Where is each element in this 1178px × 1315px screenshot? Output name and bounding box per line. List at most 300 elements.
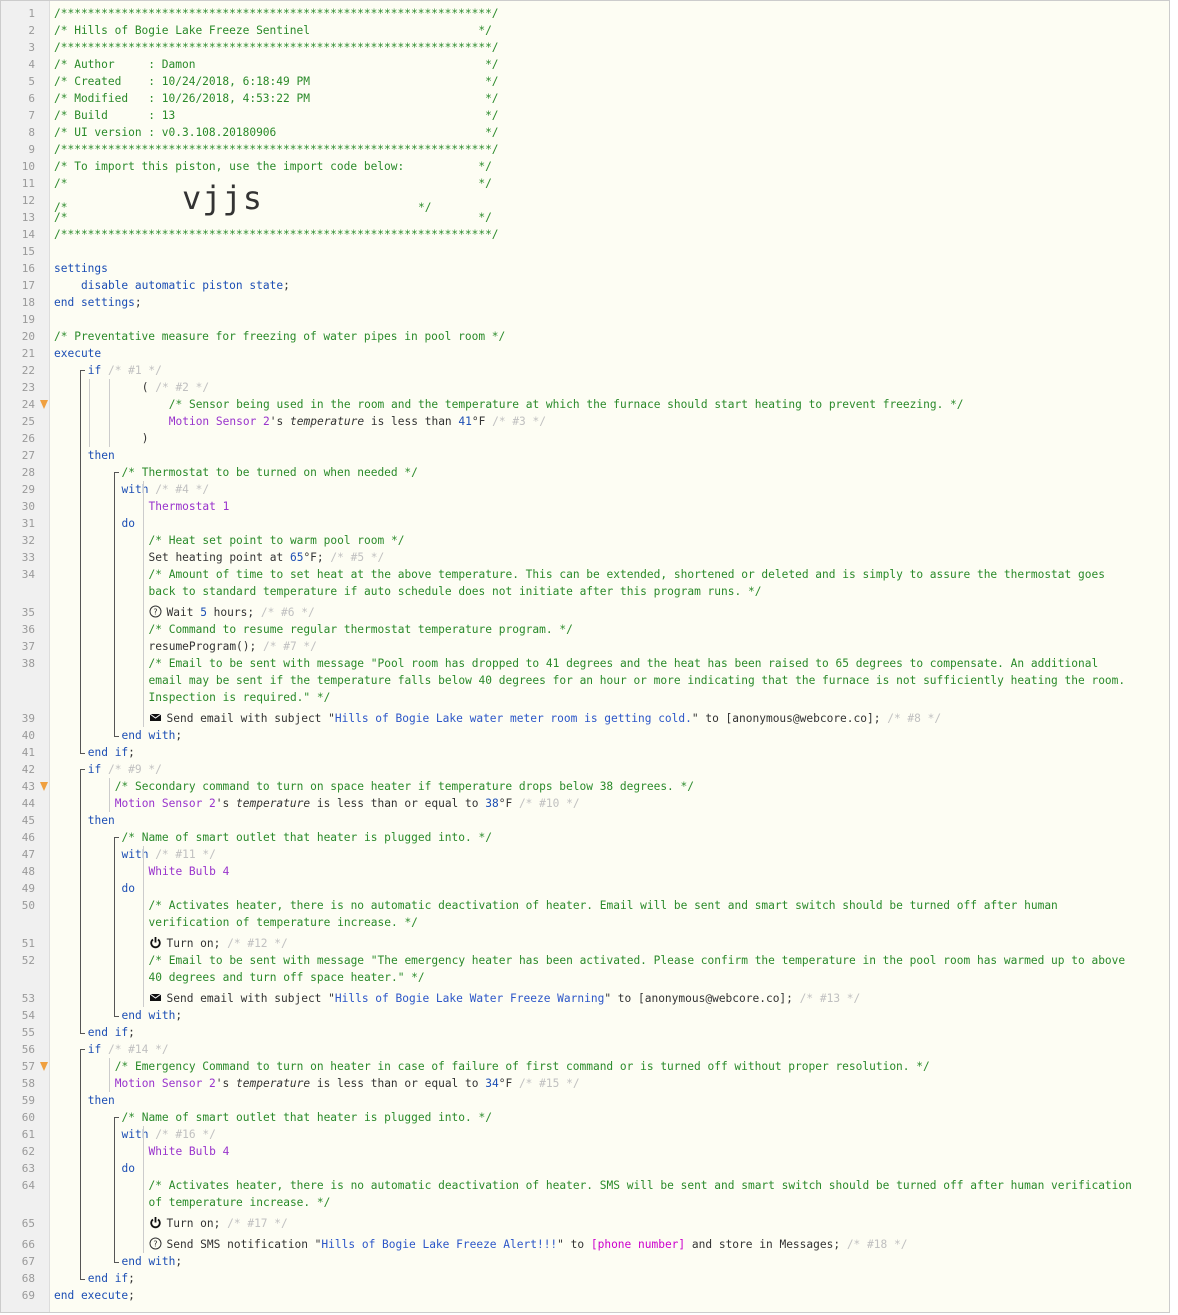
code-token: /* Name of smart outlet that heater is plugged into. */ [121, 831, 492, 844]
code-content [149, 566, 1134, 600]
code-content [54, 124, 1151, 141]
code-content [122, 846, 1152, 863]
svg-text:?: ? [152, 607, 158, 617]
code-content [149, 621, 1152, 638]
code-token: Set heating point at [148, 551, 290, 564]
code-line [1, 73, 1169, 90]
code-content [149, 604, 1152, 621]
code-line [1, 621, 1169, 638]
code-line [1, 532, 1169, 549]
code-content [54, 107, 1151, 124]
code-line [1, 744, 1169, 761]
code-token: /* Amount of time to set heat at the above temperature. This can be extended, shortened or deleted and is simply to assure the thermostat goes back to standard temperature if auto schedule does not initiate after this program runs. */ [148, 568, 1112, 598]
code-token: Motion Sensor 2 [114, 797, 216, 810]
code-content [122, 880, 1152, 897]
line-number: 50 [21, 899, 35, 912]
line-number: 4 [28, 58, 35, 71]
code-token: 's [269, 415, 291, 428]
code-content [149, 1143, 1152, 1160]
line-number: 66 [21, 1238, 35, 1251]
code-line [1, 209, 1169, 226]
line-number: 42 [21, 763, 35, 776]
code-content [149, 952, 1134, 986]
indent-guide [109, 1058, 110, 1092]
code-content [122, 515, 1152, 532]
code-token: with [121, 1128, 156, 1141]
line-number: 40 [21, 729, 35, 742]
code-token: do [121, 517, 135, 530]
code-token: /* #16 */ [155, 1128, 216, 1141]
line-number: 22 [21, 364, 35, 377]
code-token: */ [263, 201, 432, 214]
line-number: 43 [21, 780, 35, 793]
code-content [122, 464, 1152, 481]
code-content [88, 1041, 1151, 1058]
code-content [88, 812, 1151, 829]
code-content [54, 1287, 1151, 1304]
code-token: ; [175, 1255, 183, 1268]
code-token: if [87, 1043, 108, 1056]
code-token: °F [498, 1077, 519, 1090]
code-content [169, 396, 1151, 413]
code-content [149, 498, 1152, 515]
power-icon [149, 936, 162, 949]
code-content [115, 795, 1151, 812]
envelope-icon [149, 991, 162, 1004]
code-content [54, 22, 1151, 39]
code-content [81, 277, 1151, 294]
line-number: 25 [21, 415, 35, 428]
code-line [1, 226, 1169, 243]
line-number: 49 [21, 882, 35, 895]
code-line [1, 1007, 1169, 1024]
code-token: end settings [54, 296, 135, 309]
code-token: /* #11 */ [155, 848, 216, 861]
code-line [1, 311, 1169, 328]
code-content [142, 430, 1151, 447]
code-line [1, 1236, 1169, 1253]
line-number: 58 [21, 1077, 35, 1090]
line-number: 8 [28, 126, 35, 139]
code-token: /* #14 */ [107, 1043, 169, 1056]
code-token: /* Modified : 10/26/2018, 4:53:22 PM */ [54, 92, 499, 105]
code-token: ; [128, 1272, 135, 1285]
code-token: /* Hills of Bogie Lake Freeze Sentinel */ [54, 24, 492, 37]
code-token: /* Thermostat to be turned on when needed */ [121, 466, 418, 479]
code-content [149, 990, 1152, 1007]
code-token: Send email with subject " [166, 712, 335, 725]
warning-icon[interactable] [40, 400, 48, 409]
code-content [169, 413, 1151, 430]
code-line [1, 1287, 1169, 1304]
code-line [1, 1109, 1169, 1126]
code-content [149, 532, 1152, 549]
indent-guide [109, 379, 110, 447]
code-line [1, 90, 1169, 107]
code-content [54, 328, 1151, 345]
code-content [88, 447, 1151, 464]
code-token: Motion Sensor 2 [114, 1077, 216, 1090]
code-line [1, 260, 1169, 277]
code-token: Hills of Bogie Lake Freeze Alert!!! [321, 1238, 558, 1251]
code-content [149, 549, 1152, 566]
code-line [1, 141, 1169, 158]
code-token: /* Secondary command to turn on space heater if temperature drops below 38 degrees. */ [114, 780, 694, 793]
line-number: 27 [21, 449, 35, 462]
line-number: 47 [21, 848, 35, 861]
code-token: and store in Messages; [685, 1238, 847, 1251]
code-token: /****************************************************************/ [54, 41, 499, 54]
block-bracket [114, 837, 119, 1017]
line-number: 32 [21, 534, 35, 547]
line-number: 44 [21, 797, 35, 810]
line-number: 18 [21, 296, 35, 309]
code-line [1, 107, 1169, 124]
code-line [1, 56, 1169, 73]
code-content [54, 260, 1151, 277]
code-content [54, 141, 1151, 158]
code-token: /****************************************************************/ [54, 7, 499, 20]
code-token: /* Email to be sent with message "Pool room has dropped to 41 degrees and the heat has been raised to 65 degrees to compensate. An additional email may be sent if the temperature falls below 40 degrees for an hour or more indicating that the furnace is not sufficiently heating the room. Inspection is required." */ [148, 657, 1132, 704]
code-token: end if [87, 1272, 129, 1285]
code-token: /* Activates heater, there is no automatic deactivation of heater. Email will be sent and smart switch should be turned off after human verification of temperature increase. */ [148, 899, 1065, 929]
line-number: 6 [28, 92, 35, 105]
code-token: ; [283, 279, 290, 292]
code-token: /* Heat set point to warm pool room */ [148, 534, 405, 547]
code-token: do [121, 1162, 135, 1175]
code-token: /* */ [54, 177, 492, 190]
code-line [1, 952, 1169, 986]
code-line [1, 897, 1169, 931]
code-content [54, 226, 1151, 243]
warning-icon[interactable] [40, 1062, 48, 1071]
code-token: Hills of Bogie Lake Water Freeze Warning [334, 992, 605, 1005]
line-number: 10 [21, 160, 35, 173]
code-token: °F [471, 415, 493, 428]
code-token: /* #18 */ [846, 1238, 908, 1251]
code-token: /* #13 */ [799, 992, 861, 1005]
envelope-icon [149, 711, 162, 724]
code-content [149, 1215, 1152, 1232]
code-token: /* #2 */ [155, 381, 210, 394]
line-number: 67 [21, 1255, 35, 1268]
code-line [1, 1041, 1169, 1058]
line-number: 37 [21, 640, 35, 653]
code-token: /* */ [54, 211, 492, 224]
line-number: 2 [28, 24, 35, 37]
code-token: /* #8 */ [887, 712, 942, 725]
line-number: 45 [21, 814, 35, 827]
code-token: Thermostat 1 [148, 500, 230, 513]
code-token: /* Emergency Command to turn on heater in case of failure of first command or is turned off without proper resolution. */ [114, 1060, 930, 1073]
clock-icon [149, 605, 162, 618]
code-token: /* #5 */ [330, 551, 385, 564]
line-number: 30 [21, 500, 35, 513]
code-line [1, 1075, 1169, 1092]
code-content [88, 1024, 1151, 1041]
code-line [1, 549, 1169, 566]
code-content [54, 73, 1151, 90]
code-token: ; [128, 1026, 135, 1039]
code-content [149, 897, 1134, 931]
code-token: 38 [485, 797, 499, 810]
code-line [1, 5, 1169, 22]
code-content [149, 1236, 1152, 1253]
code-line [1, 1270, 1169, 1287]
code-line [1, 379, 1169, 396]
block-bracket [114, 1117, 119, 1263]
code-token: ; [134, 296, 142, 309]
line-number: 11 [21, 177, 35, 190]
line-number: 38 [21, 657, 35, 670]
code-line [1, 1253, 1169, 1270]
code-content [142, 379, 1151, 396]
code-content [54, 56, 1151, 73]
line-number: 24 [21, 398, 35, 411]
code-line [1, 396, 1169, 413]
code-line [1, 829, 1169, 846]
code-content [149, 710, 1152, 727]
code-token: /* Command to resume regular thermostat temperature program. */ [148, 623, 573, 636]
svg-text:?: ? [152, 1239, 158, 1249]
code-content [122, 1253, 1152, 1270]
code-line [1, 935, 1169, 952]
code-content [54, 158, 1151, 175]
code-line [1, 498, 1169, 515]
code-line [1, 761, 1169, 778]
code-content [122, 1126, 1152, 1143]
code-token: 5 [200, 606, 207, 619]
code-token: Send email with subject " [166, 992, 335, 1005]
code-content [148, 1177, 1139, 1211]
line-number: 9 [28, 143, 35, 156]
code-token: " to [anonymous@webcore.co]; [691, 712, 888, 725]
code-content [54, 90, 1151, 107]
code-content [88, 1270, 1151, 1287]
code-token: if [87, 364, 108, 377]
code-token: Send SMS notification " [166, 1238, 322, 1251]
line-number: 68 [21, 1272, 35, 1285]
line-number: 36 [21, 623, 35, 636]
code-token: /* Sensor being used in the room and the temperature at which the furnace should start heating to prevent freezing. */ [168, 398, 964, 411]
line-number: 46 [21, 831, 35, 844]
line-number: 63 [21, 1162, 35, 1175]
code-line [1, 604, 1169, 621]
code-line [1, 175, 1169, 192]
code-token: 65 [289, 551, 304, 564]
code-token: ; [175, 1009, 183, 1022]
code-content [54, 209, 1151, 226]
code-token: is less than or equal to [310, 797, 486, 810]
code-token: end execute [54, 1289, 129, 1302]
line-number: 39 [21, 712, 35, 725]
code-token: /* UI version : v0.3.108.20180906 */ [54, 126, 499, 139]
code-token: /* #6 */ [260, 606, 315, 619]
code-token: resumeProgram(); [148, 640, 264, 653]
code-line [1, 1177, 1169, 1211]
code-token: 34 [485, 1077, 499, 1090]
line-number: 52 [21, 954, 35, 967]
line-number: 7 [28, 109, 35, 122]
code-token: end if [87, 746, 129, 759]
code-token: ; [128, 1289, 135, 1302]
clock-icon [149, 1237, 162, 1250]
line-number: 34 [21, 568, 35, 581]
code-content [88, 744, 1151, 761]
block-bracket [114, 472, 119, 737]
line-number: 28 [21, 466, 35, 479]
line-number: 51 [21, 937, 35, 950]
code-token: /* #7 */ [263, 640, 317, 653]
code-token: " to [anonymous@webcore.co]; [604, 992, 800, 1005]
code-content [122, 829, 1152, 846]
code-line [1, 846, 1169, 863]
code-token: Hills of Bogie Lake water meter room is getting cold. [334, 712, 692, 725]
code-token: /* To import this piston, use the import code below: */ [54, 160, 492, 173]
code-line [1, 1143, 1169, 1160]
code-content [122, 727, 1152, 744]
code-line [1, 1160, 1169, 1177]
code-token: with [121, 483, 156, 496]
code-token: if [87, 763, 108, 776]
code-line [1, 795, 1169, 812]
line-number: 41 [21, 746, 35, 759]
line-number: 33 [21, 551, 35, 564]
line-number: 1 [28, 7, 35, 20]
code-content [122, 1160, 1152, 1177]
code-token: end with [121, 729, 176, 742]
code-line [1, 812, 1169, 829]
code-token: " to [557, 1238, 591, 1251]
code-line [1, 158, 1169, 175]
code-line [1, 124, 1169, 141]
code-token: /* [54, 201, 182, 214]
code-content [122, 481, 1152, 498]
block-bracket [80, 1049, 85, 1280]
code-token: temperature [290, 415, 365, 428]
line-number: 56 [21, 1043, 35, 1056]
power-icon [149, 1216, 162, 1229]
code-line [1, 1058, 1169, 1075]
line-number: 64 [21, 1179, 35, 1192]
code-token: then [87, 814, 115, 827]
code-token: /* Name of smart outlet that heater is plugged into. */ [121, 1111, 492, 1124]
code-content [88, 1092, 1151, 1109]
code-line [1, 447, 1169, 464]
code-line [1, 727, 1169, 744]
line-number: 16 [21, 262, 35, 275]
code-token: temperature [236, 1077, 311, 1090]
code-token: /* Email to be sent with message "The emergency heater has been activated. Please confirm the temperature in the pool room has warmed up to above 40 degrees and turn off space heater." */ [148, 954, 1132, 984]
code-token: °F [498, 797, 519, 810]
code-content [54, 5, 1151, 22]
block-bracket [80, 370, 85, 754]
code-token: /* Build : 13 */ [54, 109, 499, 122]
code-token: settings [54, 262, 108, 275]
code-content [115, 1058, 1151, 1075]
code-token: ( [141, 381, 156, 394]
code-token: /* Preventative measure for freezing of water pipes in pool room */ [54, 330, 506, 343]
line-number: 54 [21, 1009, 35, 1022]
code-line [1, 1092, 1169, 1109]
code-line [1, 863, 1169, 880]
code-token: ; [128, 746, 135, 759]
line-number: 59 [21, 1094, 35, 1107]
code-token: do [121, 882, 135, 895]
indent-guide [143, 1177, 144, 1253]
code-content [122, 1007, 1152, 1024]
code-token: 41 [458, 415, 472, 428]
code-token: 's [215, 797, 237, 810]
code-line [1, 778, 1169, 795]
code-token: disable automatic piston state [81, 279, 284, 292]
line-number: 61 [21, 1128, 35, 1141]
code-line [1, 990, 1169, 1007]
code-line [1, 413, 1169, 430]
code-line [1, 710, 1169, 727]
code-content [149, 655, 1134, 706]
line-number: 19 [21, 313, 35, 326]
line-number: 14 [21, 228, 35, 241]
code-line [1, 464, 1169, 481]
code-token: °F; [303, 551, 331, 564]
code-token: temperature [236, 797, 311, 810]
code-token: ) [141, 432, 149, 445]
code-area [1, 1, 1169, 1312]
code-token: /* #10 */ [518, 797, 580, 810]
code-line [1, 39, 1169, 56]
code-line [1, 655, 1169, 706]
code-token: then [87, 449, 115, 462]
line-number: 21 [21, 347, 35, 360]
line-number: 17 [21, 279, 35, 292]
code-token: Turn on; [166, 937, 228, 950]
code-token: Wait [166, 606, 201, 619]
warning-icon[interactable] [40, 782, 48, 791]
indent-guide [143, 897, 144, 1007]
line-number: 57 [21, 1060, 35, 1073]
code-line [1, 638, 1169, 655]
code-token: /* #9 */ [107, 763, 162, 776]
code-token: /* Author : Damon */ [54, 58, 499, 71]
code-token: White Bulb 4 [148, 1145, 230, 1158]
code-content [88, 362, 1151, 379]
line-number: 26 [21, 432, 35, 445]
line-number: 31 [21, 517, 35, 530]
code-token: /* Created : 10/24/2018, 6:18:49 PM */ [54, 75, 499, 88]
code-token: ; [175, 729, 183, 742]
code-line [1, 328, 1169, 345]
line-number: 29 [21, 483, 35, 496]
code-token: Motion Sensor 2 [168, 415, 270, 428]
line-number: 15 [21, 245, 35, 258]
code-line [1, 430, 1169, 447]
indent-guide [89, 379, 90, 447]
line-number: 60 [21, 1111, 35, 1124]
code-content [54, 345, 1151, 362]
indent-guide [143, 532, 144, 727]
code-token: Turn on; [166, 1217, 228, 1230]
line-number: 55 [21, 1026, 35, 1039]
line-number: 62 [21, 1145, 35, 1158]
code-token: /* #15 */ [518, 1077, 580, 1090]
line-number: 23 [21, 381, 35, 394]
code-content [149, 935, 1152, 952]
code-token: /* #3 */ [492, 415, 546, 428]
code-line [1, 515, 1169, 532]
code-token: execute [54, 347, 102, 360]
line-number: 5 [28, 75, 35, 88]
